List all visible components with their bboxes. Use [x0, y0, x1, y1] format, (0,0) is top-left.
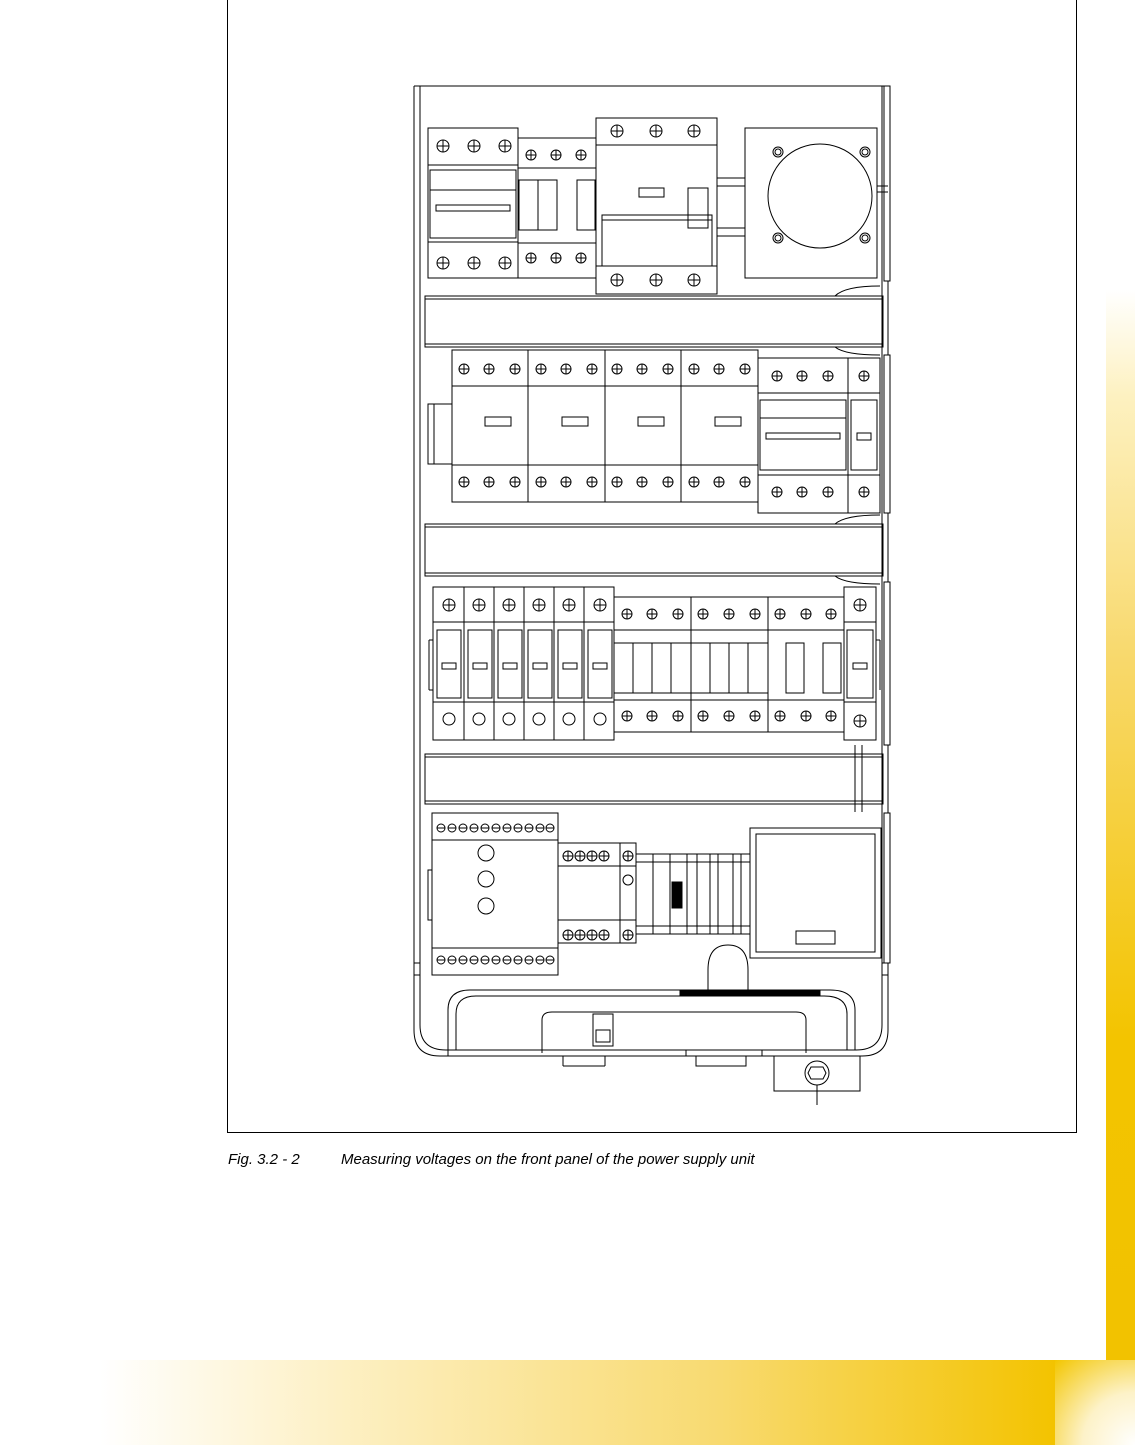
- screw-terminal: [599, 930, 609, 940]
- screw-terminal: [459, 364, 469, 374]
- row4-controller: [428, 813, 558, 975]
- screw-terminal: [536, 477, 546, 487]
- screw-terminal: [622, 711, 632, 721]
- screw-terminal: [546, 824, 554, 832]
- screw-terminal: [724, 711, 734, 721]
- screw-terminal: [698, 711, 708, 721]
- screw-terminal: [823, 371, 833, 381]
- screw-terminal: [772, 371, 782, 381]
- screw-terminal: [525, 824, 533, 832]
- screw-terminal: [470, 956, 478, 964]
- screw-terminal: [775, 711, 785, 721]
- corner-accent: [1055, 1360, 1135, 1445]
- screw-terminal: [492, 956, 500, 964]
- screw-terminal: [526, 150, 536, 160]
- screw-terminal: [484, 364, 494, 374]
- screw-terminal: [587, 930, 597, 940]
- screw-terminal: [688, 125, 700, 137]
- screw-terminal: [563, 599, 575, 611]
- screw-terminal: [448, 956, 456, 964]
- screw-terminal: [459, 956, 467, 964]
- screw-terminal: [575, 930, 585, 940]
- screw-terminal: [650, 125, 662, 137]
- screw-terminal: [612, 364, 622, 374]
- screw-terminal: [859, 487, 869, 497]
- screw-terminal: [459, 824, 467, 832]
- row2-rail-clamp: [428, 404, 452, 464]
- screw-terminal: [468, 257, 480, 269]
- screw-terminal: [481, 824, 489, 832]
- screw-terminal: [492, 824, 500, 832]
- screw-terminal: [575, 851, 585, 861]
- screw-terminal: [714, 364, 724, 374]
- screw-terminal: [673, 711, 683, 721]
- screw-terminal: [647, 609, 657, 619]
- bottom-accent-band: [100, 1360, 1055, 1445]
- screw-terminal: [514, 824, 522, 832]
- screw-terminal: [526, 253, 536, 263]
- screw-terminal: [689, 477, 699, 487]
- screw-terminal: [514, 956, 522, 964]
- screw-terminal: [481, 956, 489, 964]
- screw-terminal: [443, 599, 455, 611]
- screw-terminal: [499, 257, 511, 269]
- screw-terminal: [594, 599, 606, 611]
- screw-terminal: [623, 851, 633, 861]
- bottom-cable-entry: [448, 945, 860, 1105]
- screw-terminal: [503, 824, 511, 832]
- screw-terminal: [801, 609, 811, 619]
- figure-caption-text: Measuring voltages on the front panel of the power supply unit: [341, 1151, 755, 1168]
- screw-terminal: [663, 477, 673, 487]
- row1-relay: [596, 118, 717, 294]
- screw-terminal: [551, 150, 561, 160]
- screw-terminal: [576, 253, 586, 263]
- figure-number: Fig. 3.2 - 2: [228, 1151, 300, 1168]
- screw-terminal: [563, 930, 573, 940]
- screw-terminal: [826, 609, 836, 619]
- screw-terminal: [536, 824, 544, 832]
- screw-terminal: [714, 477, 724, 487]
- screw-terminal: [775, 609, 785, 619]
- screw-terminal: [587, 851, 597, 861]
- screw-terminal: [688, 274, 700, 286]
- screw-terminal: [563, 851, 573, 861]
- screw-terminal: [854, 715, 866, 727]
- screw-terminal: [448, 824, 456, 832]
- screw-terminal: [499, 140, 511, 152]
- screw-terminal: [437, 257, 449, 269]
- screw-terminal: [611, 125, 623, 137]
- screw-terminal: [587, 477, 597, 487]
- screw-terminal: [650, 274, 662, 286]
- screw-terminal: [801, 711, 811, 721]
- screw-terminal: [750, 711, 760, 721]
- screw-terminal: [859, 371, 869, 381]
- screw-terminal: [484, 477, 494, 487]
- screw-terminal: [510, 477, 520, 487]
- screw-terminal: [854, 599, 866, 611]
- screw-terminal: [533, 599, 545, 611]
- screw-terminal: [623, 930, 633, 940]
- screw-terminal: [599, 851, 609, 861]
- screw-terminal: [612, 477, 622, 487]
- row1-fan: [717, 128, 888, 278]
- screw-terminal: [698, 609, 708, 619]
- screw-terminal: [510, 364, 520, 374]
- screw-terminal: [561, 477, 571, 487]
- screw-terminal: [576, 150, 586, 160]
- screw-terminal: [470, 824, 478, 832]
- screw-terminal: [797, 371, 807, 381]
- screw-terminal: [503, 956, 511, 964]
- screw-terminal: [740, 477, 750, 487]
- screw-terminals: [437, 125, 869, 964]
- row3-end-breaker: [844, 587, 880, 740]
- screw-terminal: [536, 956, 544, 964]
- screw-terminal: [551, 253, 561, 263]
- screw-terminal: [663, 364, 673, 374]
- row4-power-module: [750, 828, 881, 958]
- screw-terminal: [637, 364, 647, 374]
- screw-terminal: [437, 140, 449, 152]
- screw-terminal: [689, 364, 699, 374]
- screw-terminal: [637, 477, 647, 487]
- screw-terminal: [468, 140, 480, 152]
- screw-terminal: [525, 956, 533, 964]
- screw-terminal: [437, 956, 445, 964]
- screw-terminal: [823, 487, 833, 497]
- screw-terminal: [673, 609, 683, 619]
- screw-terminal: [622, 609, 632, 619]
- screw-terminal: [724, 609, 734, 619]
- row3-mcb-group: [429, 587, 614, 740]
- screw-terminal: [826, 711, 836, 721]
- screw-terminal: [546, 956, 554, 964]
- screw-terminal: [797, 487, 807, 497]
- figure-caption: [228, 1151, 1068, 1171]
- screw-terminal: [437, 824, 445, 832]
- screw-terminal: [611, 274, 623, 286]
- screw-terminal: [587, 364, 597, 374]
- screw-terminal: [740, 364, 750, 374]
- row4-terminal-blocks: [636, 854, 750, 934]
- screw-terminal: [473, 599, 485, 611]
- enclosure-outline: [414, 86, 890, 1056]
- screw-terminal: [459, 477, 469, 487]
- screw-terminal: [561, 364, 571, 374]
- screw-terminal: [647, 711, 657, 721]
- row2-contactors: [452, 350, 758, 502]
- screw-terminal: [503, 599, 515, 611]
- screw-terminal: [772, 487, 782, 497]
- screw-terminal: [536, 364, 546, 374]
- screw-terminal: [750, 609, 760, 619]
